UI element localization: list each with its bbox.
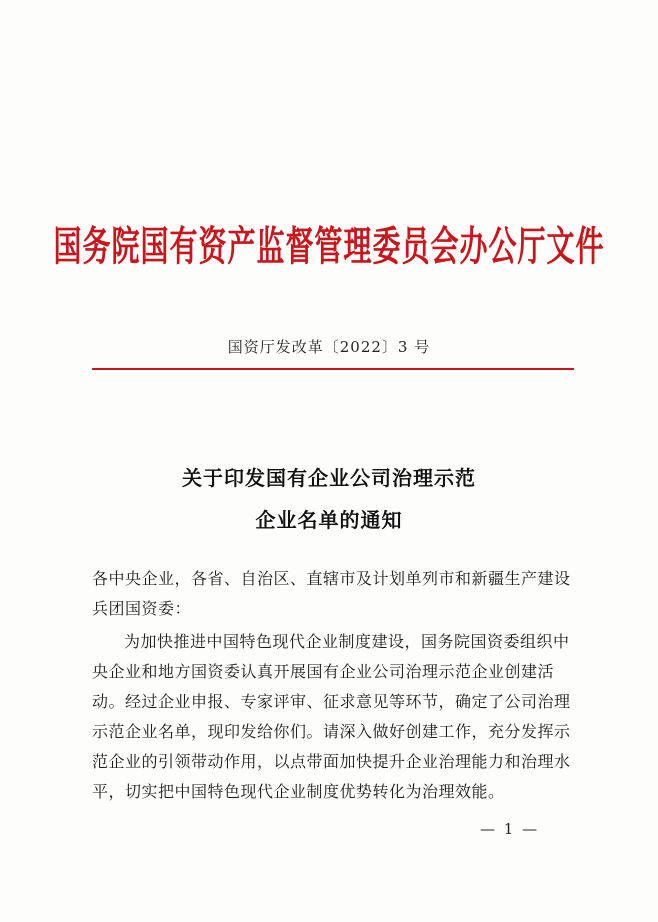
addressee: 各中央企业，各省、自治区、直辖市及计划单列市和新疆生产建设兵团国资委： — [92, 569, 571, 618]
red-separator-line — [92, 368, 574, 370]
document-number: 国资厅发改革〔2022〕3 号 — [227, 338, 431, 356]
notice-title-line-2: 企业名单的通知 — [255, 508, 403, 532]
page-number: — 1 — — [480, 820, 540, 838]
notice-title-line-1: 关于印发国有企业公司治理示范 — [182, 466, 476, 490]
issuer-header: 国务院国有资产监督管理委员会办公厅文件 — [53, 222, 605, 271]
body-paragraph: 为加快推进中国特色现代企业制度建设，国务院国资委组织中央企业和地方国资委认真开展国有企业公司治理示范企业创建活动。经过企业申报、专家评审、征求意见等环节，确定了公司治理示范企业名单，现印发给你们。请深入做好创建工作，充分发挥示范企业的引领带动作用，以点带面加快提升企业治理能力和治理水平，切实把中国特色现代企业制度优势转化为治理效能。 — [92, 632, 571, 801]
